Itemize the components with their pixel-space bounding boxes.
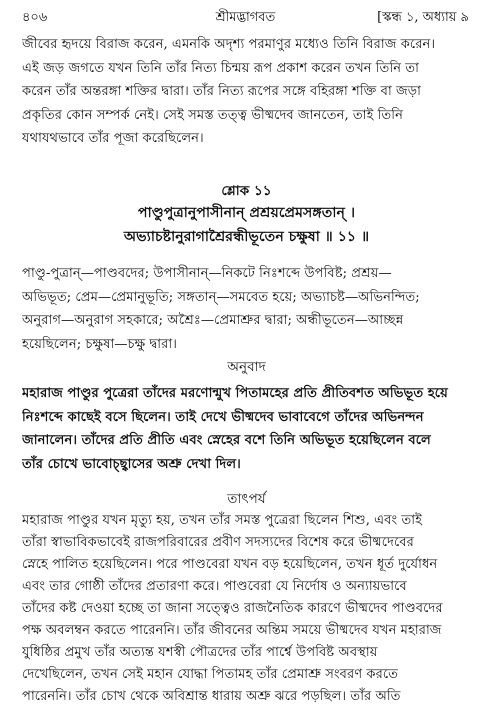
text-line: প্রকৃতির কোন সম্পর্ক নেই। সেই সমস্ত তত্ত্ব ভীষ্মদেব জানতেন, তাই তিনি bbox=[22, 107, 403, 123]
purport-heading: তাৎপর্য bbox=[227, 491, 266, 507]
section-reference: [স্কন্ধ ১, অধ্যায় ৯ bbox=[377, 9, 469, 25]
text-line: নিঃশব্দে কাছেই বসে ছিলেন। তাই দেখে ভীষ্মদেব ভাবাবেগে তাঁদের অভিনন্দন bbox=[22, 409, 424, 425]
text-line: পক্ষ অবলম্বন করতে পারেননি। তাঁর জীবনের অন্তিম সময়ে ভীষ্মদেব যখন মহারাজ bbox=[22, 623, 442, 638]
purport-paragraph bbox=[22, 510, 474, 708]
page-header bbox=[22, 8, 469, 28]
text-line: দেখেছিলেন, তখন সেই মহান যোদ্ধা পিতামহ তাঁর প্রেমাশ্রু সংবরণ করতে bbox=[22, 667, 399, 682]
text-line: স্নেহে পালিত হয়েছিলেন। পরে পাণ্ডবেরা যখন বড় হয়েছিলেন, তখন ধূর্ত দুর্যোধন bbox=[22, 557, 438, 572]
text-line: হয়েছিলেন; চক্ষুষা—চক্ষু দ্বারা। bbox=[22, 336, 177, 352]
text-line: তাঁরা স্বাভাবিকভাবেই রাজপরিবারের প্রবীণ সদস্যদের বিশেষ করে ভীষ্মদেবের bbox=[22, 535, 414, 550]
verse-line: অভ্যাচষ্টানুরাগাশ্রৈরন্ধীভূতেন চক্ষুষা ॥ ১১ ॥ bbox=[123, 229, 370, 245]
synonyms-paragraph bbox=[22, 262, 474, 356]
text-line: যুধিষ্ঠির প্রমুখ তাঁর অত্যন্ত যশস্বী পৌত্রদের তাঁর পার্শ্বে উপবিষ্ট অবস্থায় bbox=[22, 645, 378, 660]
text-line: পারেননি। তাঁর চোখ থেকে অবিশ্রান্ত ধারায় অশ্রু ঝরে পড়ছিল। তাঁর অতি bbox=[22, 689, 401, 704]
text-line: যথাযথভাবে তাঁর পূজা করেছিলেন। bbox=[22, 131, 204, 147]
text-line: তাঁর চোখে ভাবোচ্ছ্বাসের অশ্রু দেখা দিল। bbox=[22, 456, 241, 472]
translation-heading: অনুবাদ bbox=[227, 359, 266, 375]
intro-paragraph bbox=[22, 33, 474, 151]
book-title: শ্রীমদ্ভাগবত bbox=[215, 9, 276, 25]
text-line: পাণ্ডু-পুত্রান্—পাণ্ডবদের; উপাসীনান্—নিকটে নিঃশব্দে উপবিষ্ট; প্রশ্রয়— bbox=[22, 266, 392, 281]
text-line: জানালেন। তাঁদের প্রতি প্রীতি এবং স্নেহের বশে তিনি অভিভূত হয়েছিলেন বলে bbox=[22, 433, 431, 449]
page-number: ৪০৬ bbox=[22, 9, 48, 25]
text-line: জীবের হৃদয়ে বিরাজ করেন, এমনকি অদৃশ্য পরমাণুর মধ্যেও তিনি বিরাজ করেন। bbox=[22, 37, 436, 52]
text-line: এই জড় জগতে যখন তিনি তাঁর নিত্য চিন্ময় রূপ প্রকাশ করেন তখন তিনি তা bbox=[22, 60, 420, 76]
text-line: মহারাজ পাণ্ডুর পুত্রেরা তাঁদের মরণোন্মুখ পিতামহের প্রতি প্রীতিবশত অভিভূত হয়ে bbox=[22, 386, 448, 401]
text-line: মহারাজ পাণ্ডুর যখন মৃত্যু হয়, তখন তাঁর সমস্ত পুত্রেরা ছিলেন শিশু, এবং তাই bbox=[22, 513, 422, 528]
text-line: অভিভূত; প্রেম—প্রেমানুভূতি; সঙ্গতান্—সমবেত হয়ে; অভ্যাচষ্ট—অভিনন্দিত; bbox=[22, 289, 420, 305]
text-line: অনুরাগ—অনুরাগ সহকারে; অশ্রৈঃ—প্রেমাশ্রুর দ্বারা; অন্ধীভূতেন—আচ্ছন্ন bbox=[22, 313, 404, 329]
verse-heading: শ্লোক ১১ bbox=[221, 183, 272, 199]
verse-line: পাণ্ডুপুত্রানুপাসীনান্ প্রশ্রয়প্রেমসঙ্গতান্ । bbox=[137, 205, 356, 221]
text-line: করেন তাঁর অন্তরঙ্গা শক্তির দ্বারা। তাঁর নিত্য রূপের সঙ্গে বহিরঙ্গা শক্তি বা জড়া bbox=[22, 84, 422, 100]
text-line: এবং তার গোষ্ঠী তাঁদের প্রতারণা করে। পাণ্ডবেরা যে নির্দোষ ও অন্যায়ভাবে bbox=[22, 579, 407, 594]
translation-paragraph bbox=[22, 382, 474, 476]
text-line: তাঁদের কষ্ট দেওয়া হচ্ছে তা জানা সত্ত্বেও রাজনৈতিক কারণে ভীষ্মদেব পাণ্ডবদের bbox=[22, 601, 443, 616]
